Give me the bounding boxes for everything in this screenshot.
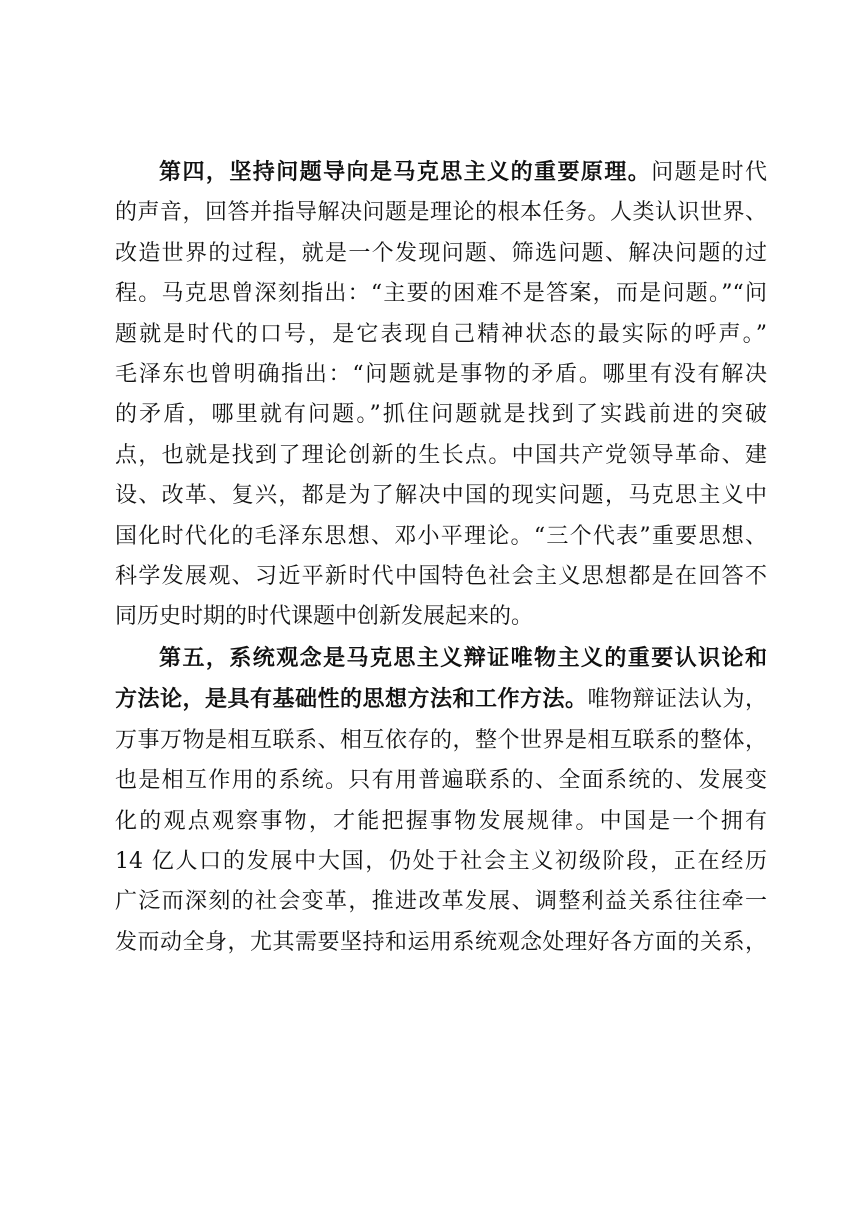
document-page: [115, 152, 767, 963]
text-line: [115, 882, 767, 922]
text-line: [115, 234, 767, 274]
text-line: [115, 476, 767, 516]
bold-lead: 第五，系统观念是马克思主义辩证唯物主义的重要认识论和: [159, 644, 767, 671]
line-text: 题就是时代的口号，是它表现自己精神状态的最实际的呼声。”: [115, 321, 767, 347]
text-line: [115, 923, 767, 963]
paragraph-systems-view: [115, 638, 767, 963]
line-text: 发而动全身，尤其需要坚持和运用系统观念处理好各方面的关系，: [115, 929, 767, 955]
text-line: [115, 597, 767, 637]
bold-lead: 方法论，是具有基础性的思想方法和工作方法。: [115, 686, 588, 713]
text-line: [115, 802, 767, 842]
bold-lead: 第四，坚持问题导向是马克思主义的重要原理。: [159, 159, 652, 185]
line-text: 的声音，回答并指导解决问题是理论的根本任务。人类认识世界、: [115, 200, 767, 226]
text-line: [115, 315, 767, 355]
paragraph-problem-orientation: [115, 152, 767, 638]
line-text: 程。马克思曾深刻指出：“主要的困难不是答案，而是问题。”“问: [115, 281, 767, 307]
text-line: [115, 761, 767, 801]
text-line: [115, 436, 767, 476]
line-text: 点，也就是找到了理论创新的生长点。中国共产党领导革命、建: [115, 442, 767, 468]
line-text: 化的观点观察事物，才能把握事物发展规律。中国是一个拥有: [115, 808, 767, 834]
text-line: [115, 557, 767, 597]
line-text: 设、改革、复兴，都是为了解决中国的现实问题，马克思主义中: [115, 483, 767, 509]
text-line: [115, 679, 767, 720]
line-text: 的矛盾，哪里就有问题。”抓住问题就是找到了实践前进的突破: [115, 402, 767, 428]
text-line: [115, 152, 767, 193]
line-text: 问题是时代: [651, 160, 767, 185]
text-line: [115, 193, 767, 233]
text-line: [115, 638, 767, 679]
line-text: 国化时代化的毛泽东思想、邓小平理论。“三个代表”重要思想、: [115, 523, 767, 549]
line-text: 同历史时期的时代课题中创新发展起来的。: [115, 604, 534, 630]
text-line: [115, 517, 767, 557]
line-text: 万事万物是相互联系、相互依存的，整个世界是相互联系的整体，: [115, 727, 767, 753]
text-line: [115, 721, 767, 761]
line-text: 也是相互作用的系统。只有用普遍联系的、全面系统的、发展变: [115, 768, 767, 794]
text-line: [115, 274, 767, 314]
line-text: 科学发展观、习近平新时代中国特色社会主义思想都是在回答不: [115, 564, 767, 590]
line-text: 14 亿人口的发展中大国，仍处于社会主义初级阶段，正在经历: [115, 848, 767, 874]
text-line: [115, 842, 767, 882]
text-line: [115, 395, 767, 435]
text-line: [115, 355, 767, 395]
line-text: 唯物辩证法认为，: [587, 687, 767, 713]
line-text: 广泛而深刻的社会变革，推进改革发展、调整利益关系往往牵一: [115, 889, 767, 915]
line-text: 毛泽东也曾明确指出：“问题就是事物的矛盾。哪里有没有解决: [115, 362, 767, 388]
line-text: 改造世界的过程，就是一个发现问题、筛选问题、解决问题的过: [115, 240, 767, 266]
